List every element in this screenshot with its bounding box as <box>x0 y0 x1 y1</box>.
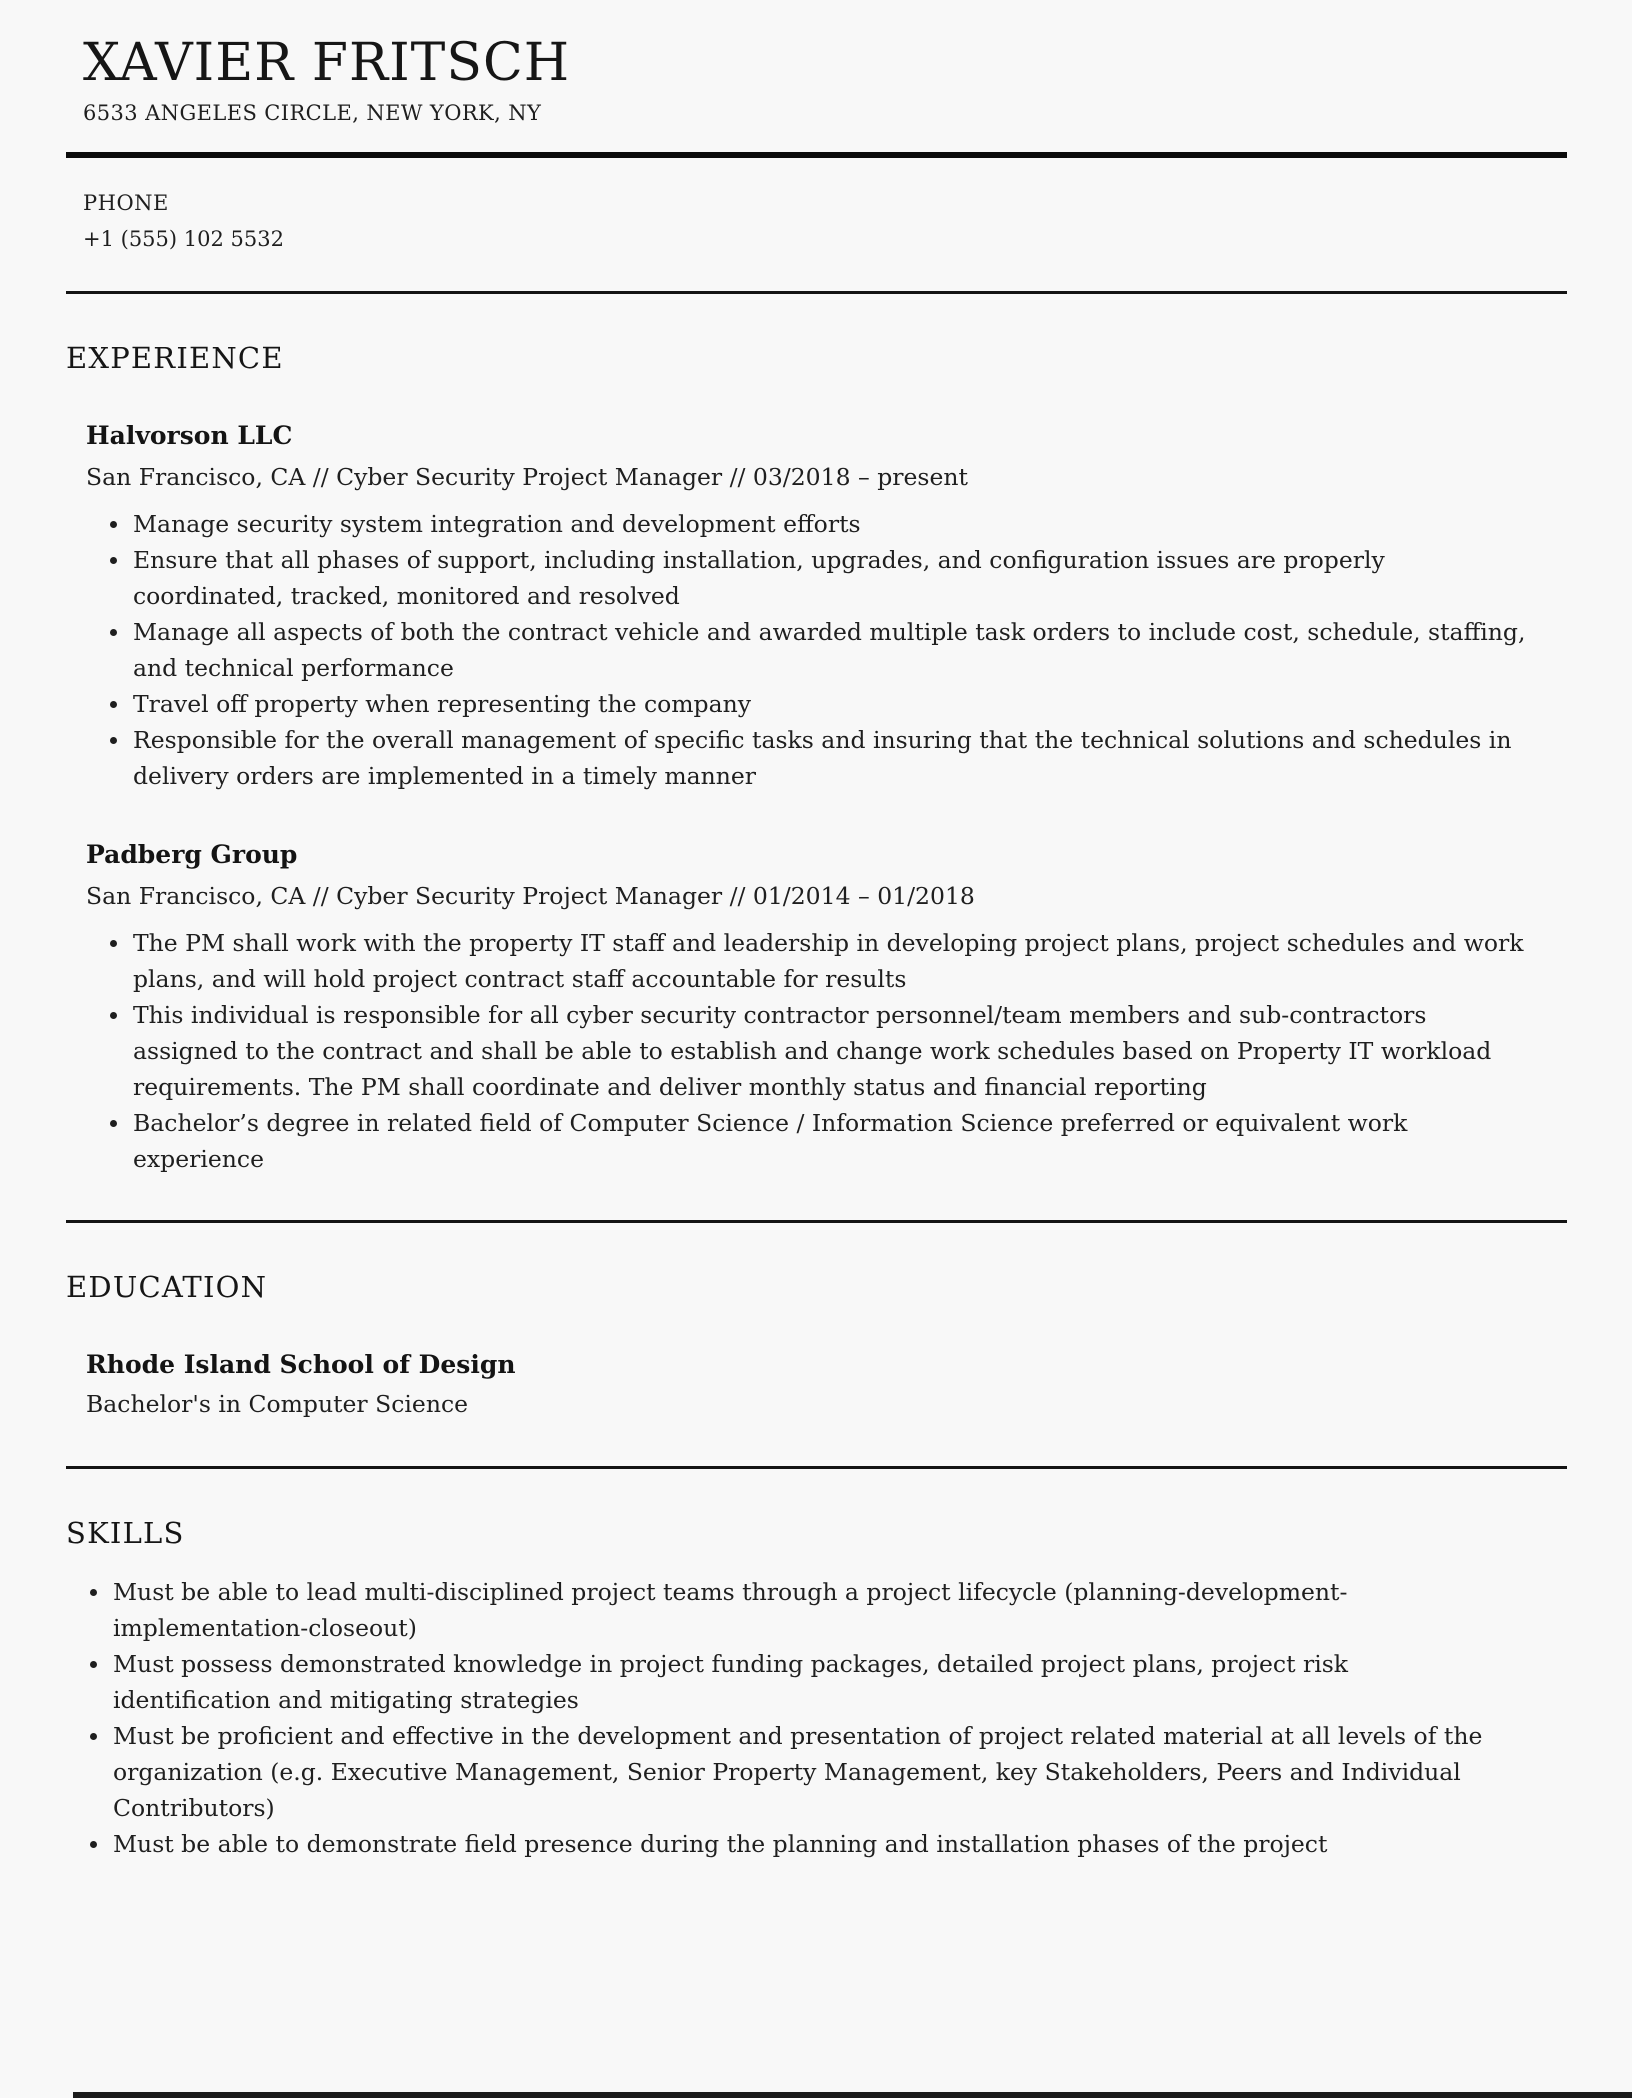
bullet-dot <box>90 1661 97 1668</box>
company-name: Padberg Group <box>86 840 298 870</box>
list-item <box>86 997 1567 1105</box>
bullet-dot <box>90 1589 97 1596</box>
resume-header <box>66 34 1567 125</box>
candidate-name: XAVIER FRITSCH <box>83 33 571 93</box>
company-name: Halvorson LLC <box>86 421 293 451</box>
section-title-skills: SKILLS <box>66 1516 185 1551</box>
contact-divider <box>66 291 1567 294</box>
list-item <box>86 925 1567 997</box>
education-entry <box>86 1350 1567 1418</box>
bullet-dot <box>110 1012 117 1019</box>
list-item <box>86 686 1567 722</box>
bullet-text: The PM shall work with the property IT staff and leadership in developing project plans, project schedules and work plans, and will hold project contract staff accountable for results <box>133 929 1524 994</box>
job-halvorson <box>86 421 1567 794</box>
phone-label: PHONE <box>83 191 169 216</box>
contact-block <box>83 191 1567 251</box>
experience-divider <box>66 1220 1567 1223</box>
bullet-text: Bachelor’s degree in related field of Computer Science / Information Science preferred or equivalent work experience <box>133 1109 1408 1174</box>
bullet-text: Manage security system integration and development efforts <box>133 510 861 539</box>
phone-value: +1 (555) 102 5532 <box>83 227 284 252</box>
list-item <box>66 1826 1567 1862</box>
bullet-text: Must be able to lead multi-disciplined project teams through a project lifecycle (planning-development-implementation-closeout) <box>113 1578 1348 1643</box>
bullet-dot <box>110 557 117 564</box>
school-name: Rhode Island School of Design <box>86 1350 516 1380</box>
job-meta: San Francisco, CA // Cyber Security Project Manager // 01/2014 – 01/2018 <box>86 882 975 911</box>
education-divider <box>66 1466 1567 1469</box>
degree-name: Bachelor's in Computer Science <box>86 1390 469 1419</box>
bullet-text: This individual is responsible for all cyber security contractor personnel/team members and sub-contractors assigned to the contract and shall be able to establish and change work schedules based on Property IT workload requirements. The PM shall coordinate and deliver monthly status and financial reporting <box>133 1001 1492 1102</box>
bullet-text: Must be proficient and effective in the development and presentation of project related material at all levels of the organization (e.g. Executive Management, Senior Property Management, key Stakeholders, Peers and Individual Contributors) <box>113 1722 1483 1823</box>
list-item <box>86 542 1567 614</box>
header-divider <box>66 152 1567 158</box>
bullet-dot <box>110 629 117 636</box>
list-item <box>86 614 1567 686</box>
list-item <box>86 722 1567 794</box>
job-bullets <box>86 506 1567 794</box>
bullet-text: Travel off property when representing the company <box>133 690 752 719</box>
section-title-experience: EXPERIENCE <box>66 341 284 376</box>
page-bottom-bar <box>73 2092 1632 2098</box>
bullet-dot <box>110 940 117 947</box>
bullet-text: Must possess demonstrated knowledge in project funding packages, detailed project plans, project risk identification and mitigating strategies <box>113 1650 1349 1715</box>
bullet-dot <box>110 701 117 708</box>
list-item <box>66 1646 1567 1718</box>
list-item <box>86 506 1567 542</box>
bullet-text: Manage all aspects of both the contract vehicle and awarded multiple task orders to include cost, schedule, staffing, and technical performance <box>133 618 1526 683</box>
section-title-education: EDUCATION <box>66 1270 268 1305</box>
list-item <box>86 1105 1567 1177</box>
bullet-dot <box>110 737 117 744</box>
job-bullets <box>86 925 1567 1177</box>
skills-bullets <box>66 1574 1567 1862</box>
job-meta: San Francisco, CA // Cyber Security Project Manager // 03/2018 – present <box>86 463 968 492</box>
bullet-text: Must be able to demonstrate field presence during the planning and installation phases of the project <box>113 1830 1328 1859</box>
bullet-dot <box>90 1841 97 1848</box>
bullet-text: Ensure that all phases of support, including installation, upgrades, and configuration issues are properly coordinated, tracked, monitored and resolved <box>133 546 1385 611</box>
bullet-dot <box>110 1120 117 1127</box>
list-item <box>66 1574 1567 1646</box>
candidate-address: 6533 ANGELES CIRCLE, NEW YORK, NY <box>83 101 542 126</box>
bullet-dot <box>90 1733 97 1740</box>
bullet-dot <box>110 521 117 528</box>
job-padberg <box>86 840 1567 1177</box>
list-item <box>66 1718 1567 1826</box>
bullet-text: Responsible for the overall management of specific tasks and insuring that the technical solutions and schedules in delivery orders are implemented in a timely manner <box>133 726 1512 791</box>
